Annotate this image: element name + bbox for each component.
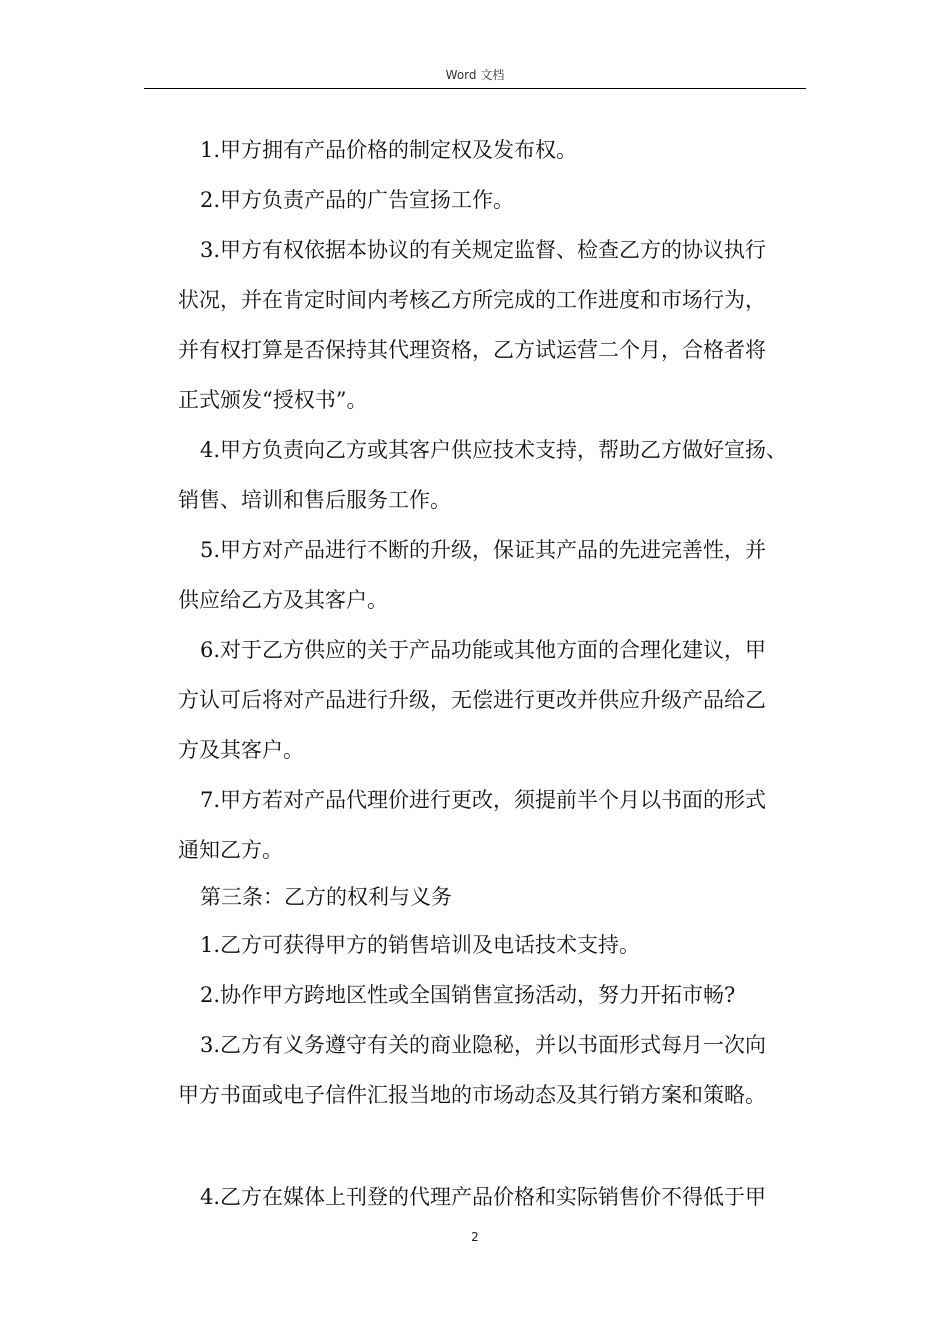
paragraph-line: 1.甲方拥有产品价格的制定权及发布权。 xyxy=(200,138,578,162)
paragraph-line: 7.甲方若对产品代理价进行更改，须提前半个月以书面的形式 xyxy=(200,788,767,812)
paragraph-line: 方及其客户。 xyxy=(178,738,304,762)
paragraph-line: 6.对于乙方供应的关于产品功能或其他方面的合理化建议，甲 xyxy=(200,638,767,662)
header-title: Word 文档 xyxy=(445,68,505,82)
paragraph-line: 3.甲方有权依据本协议的有关规定监督、检查乙方的协议执行 xyxy=(200,238,767,262)
paragraph-line: 销售、培训和售后服务工作。 xyxy=(178,488,451,512)
paragraph-line: 正式颁发“授权书”。 xyxy=(178,388,368,412)
paragraph-line: 供应给乙方及其客户。 xyxy=(178,588,388,612)
paragraph-line: 2.甲方负责产品的广告宣扬工作。 xyxy=(200,188,515,212)
paragraph-line: 并有权打算是否保持其代理资格，乙方试运营二个月，合格者将 xyxy=(178,338,766,362)
paragraph-line: 通知乙方。 xyxy=(178,838,283,862)
page-number: 2 xyxy=(471,1230,479,1244)
paragraph-line: 4.甲方负责向乙方或其客户供应技术支持，帮助乙方做好宣扬、 xyxy=(200,438,788,462)
paragraph-line: 方认可后将对产品进行升级，无偿进行更改并供应升级产品给乙 xyxy=(178,688,766,712)
paragraph-line: 2.协作甲方跨地区性或全国销售宣扬活动，努力开拓市畅? xyxy=(200,983,736,1007)
paragraph-line: 3.乙方有义务遵守有关的商业隐秘，并以书面形式每月一次向 xyxy=(200,1033,767,1057)
paragraph-line: 1.乙方可获得甲方的销售培训及电话技术支持。 xyxy=(200,933,641,957)
paragraph-line: 4.乙方在媒体上刊登的代理产品价格和实际销售价不得低于甲 xyxy=(200,1185,767,1209)
paragraph-line: 甲方书面或电子信件汇报当地的市场动态及其行销方案和策略。 xyxy=(178,1083,766,1107)
paragraph-line: 5.甲方对产品进行不断的升级，保证其产品的先进完善性，并 xyxy=(200,538,767,562)
section-heading: 第三条：乙方的权利与义务 xyxy=(200,885,452,909)
paragraph-line: 状况，并在肯定时间内考核乙方所完成的工作进度和市场行为， xyxy=(178,288,766,312)
header-rule xyxy=(144,88,806,89)
